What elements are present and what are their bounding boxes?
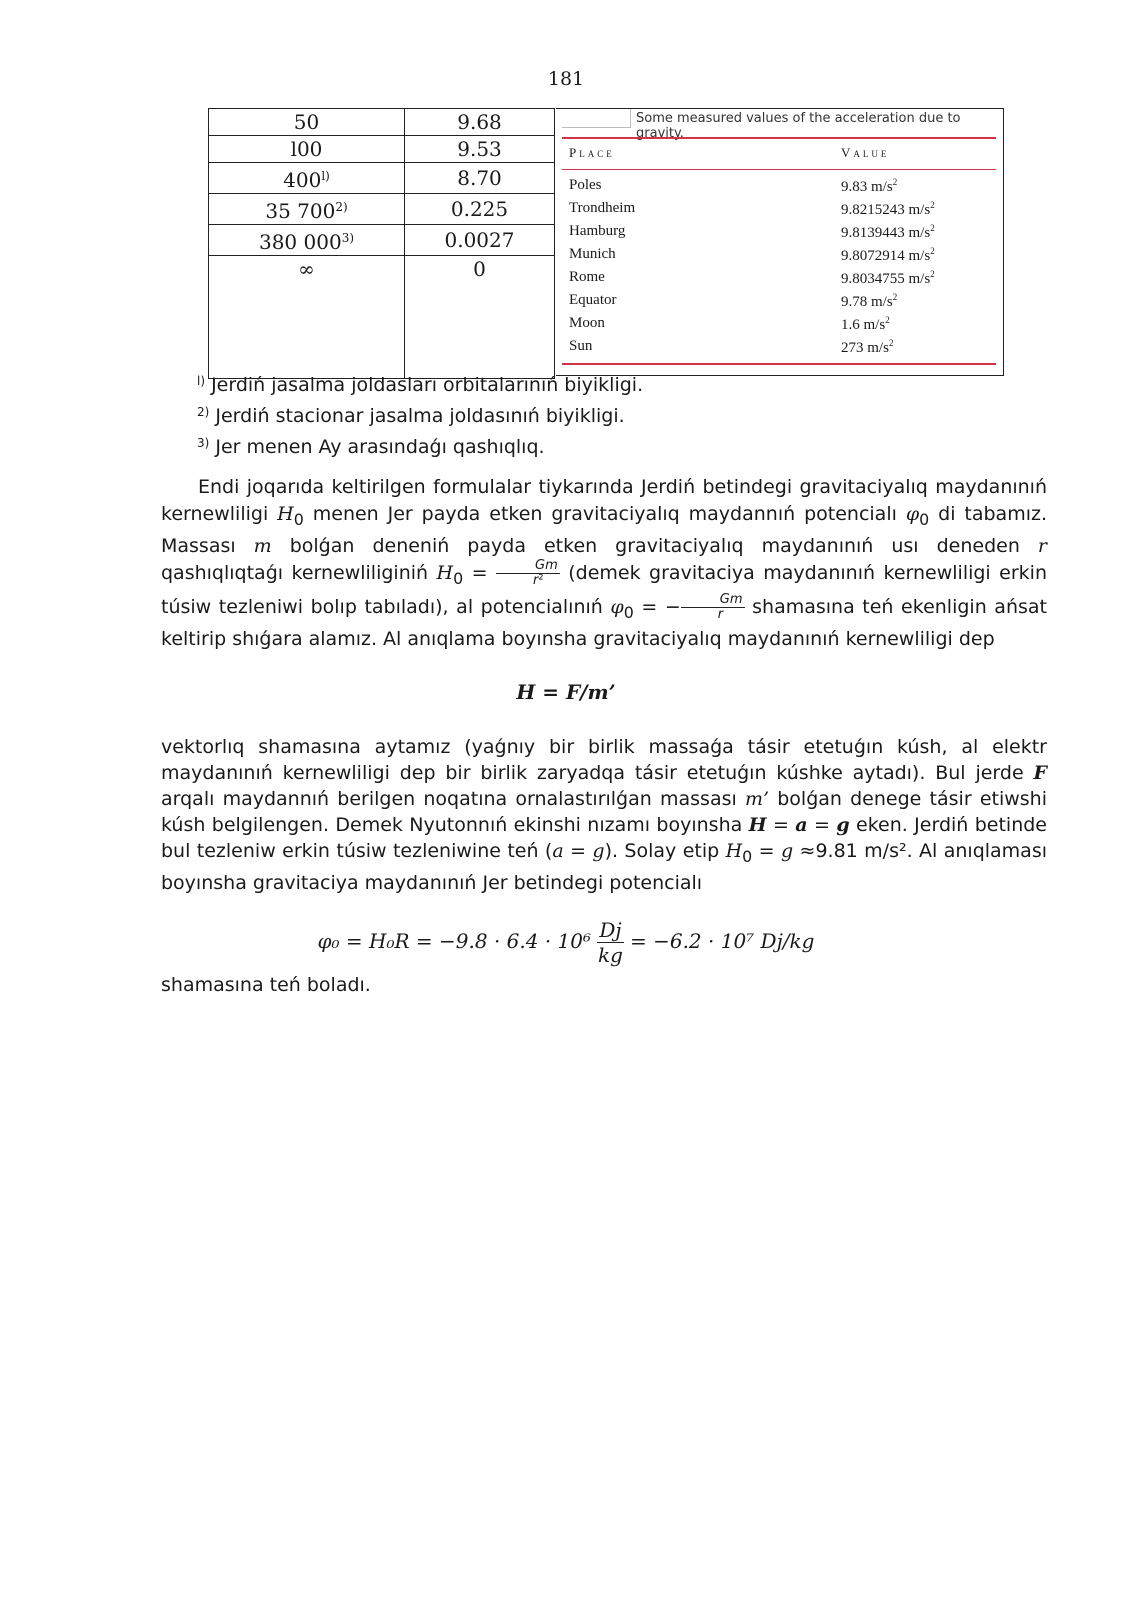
value-cell: 0: [405, 256, 555, 379]
footnote-mark: 2): [335, 200, 348, 214]
height-cell: l00: [209, 136, 405, 163]
height-cell: 380 000$^{3)}$: [209, 225, 405, 256]
header-top-rule: [562, 137, 996, 139]
value-cell: 0.225: [405, 194, 555, 225]
footer-rule: [562, 363, 996, 365]
height-cell: ∞: [209, 256, 405, 379]
list-item: Moon 1.6 $m/s^2$: [569, 315, 890, 333]
gravity-values-panel: [556, 108, 1004, 376]
list-item: Trondheim 9.8215243 $m/s^2$: [569, 200, 935, 218]
value-cell: 8.70: [405, 163, 555, 194]
page-number: 181: [547, 68, 585, 90]
formula-potential: φ₀ = H₀R = −9.8 · 6.4 · 10⁶ $\frac{Dj}{kg}$ = −6.2 · 10⁷ Dj/kg: [317, 918, 815, 967]
header-place: Place: [569, 145, 615, 160]
table-row: [209, 256, 555, 379]
value-cell: 9.68: [405, 109, 555, 136]
height-gravity-table: [208, 108, 555, 379]
footnote: $^{l)}$ Jerdiń jasalma joldasları orbitalarınıń biyikligi.: [197, 374, 644, 396]
height-cell: 400$^{l)}$: [209, 163, 405, 194]
table-row: [209, 225, 555, 256]
caption-divider: [562, 127, 630, 128]
header-value: Value: [841, 145, 890, 160]
formula-field-strength: H = F/m’: [516, 680, 616, 704]
footnotes: [197, 368, 643, 461]
list-item: Sun 273 $m/s^2$: [569, 338, 894, 356]
table-row: [209, 136, 555, 163]
list-item: Munich 9.8072914 $m/s^2$: [569, 246, 935, 264]
footnote-mark: 3): [341, 231, 355, 245]
value-cell: 9.53: [405, 136, 555, 163]
fraction-dj-kg: $\frac{Dj}{kg}$: [598, 918, 623, 967]
height-cell: 35 700$^{2)}$: [209, 194, 405, 225]
list-item: Rome 9.8034755 $m/s^2$: [569, 269, 935, 287]
value-cell: 0.0027: [405, 225, 555, 256]
table-row: [209, 163, 555, 194]
table-row: [209, 194, 555, 225]
fraction-gm-r2: $\frac{Gm}{\text{r²}}$: [496, 559, 560, 588]
footnote-mark: l): [321, 169, 330, 183]
caption-divider: [630, 109, 631, 128]
fraction-gm-r: $\frac{Gm}{r}$: [681, 593, 745, 622]
paragraph-2: vektorlıq shamasına aytamız (yaǵnıy bir birlik massaǵa tásir etetuǵın kúsh, al elektr maydanınıń kernewliligi dep bir birlik zaryadqa tásir etetuǵın kúshke aytadı). Bul jerde F arqalı maydannıń berilgen noqatına ornalastırılǵan massası m’ bolǵan denege tásir etiwshi kúsh belgilengen. Demek Nyutonnıń ekinshi nızamı boyınsha H = a = g eken. Jerdiń betinde bul tezleniw erkin túsiw tezleniwine teń (a = g). Solay etip $H_0 = g \approx 9.81$ m/s². Al anıqlaması boyınsha gravitaciya maydanınıń Jer betindegi potencialı: [161, 736, 1048, 894]
panel-caption: Some measured values of the acceleration due to gravity.: [636, 111, 961, 141]
paragraph-1: Endi joqarıda keltirilgen formulalar tiykarında Jerdiń betindegi gravitaciyalıq maydanınıń kernewliligi $H_0$ menen Jer payda etken gravitaciyalıq maydannıń potencialı $\varphi_0$ di tabamız. Massası m bolǵan deneniń payda etken gravitaciyalıq maydanınıń usı deneden r qashıqlıqtaǵı kernewliliginiń $H_0$ = $\frac{Gm}{\text{r²}}$ (demek gravitaciya maydanınıń kernewliligi erkin túsiw tezleniwi bolıp tabıladı), al potencialınıń $\varphi_0$ = − $\frac{Gm}{r}$ shamasına teń ekenligin ańsat keltirip shıǵara alamız. Al anıqlama boyınsha gravitaciyalıq maydanınıń kernewliligi dep: [161, 476, 1047, 650]
header-bottom-rule: [562, 169, 996, 170]
closing-text: shamasına teń boladı.: [161, 974, 371, 996]
footnote: $^{2)}$ Jerdiń stacionar jasalma joldasınıń biyikligi.: [197, 405, 625, 427]
height-cell: 50: [209, 109, 405, 136]
list-item: Equator 9.78 $m/s^2$: [569, 292, 898, 310]
list-item: Poles 9.83 $m/s^2$: [569, 177, 898, 195]
footnote: $^{3)}$ Jer menen Ay arasındaǵı qashıqlıq.: [197, 436, 545, 458]
table-row: [209, 109, 555, 136]
list-item: Hamburg 9.8139443 $m/s^2$: [569, 223, 935, 241]
